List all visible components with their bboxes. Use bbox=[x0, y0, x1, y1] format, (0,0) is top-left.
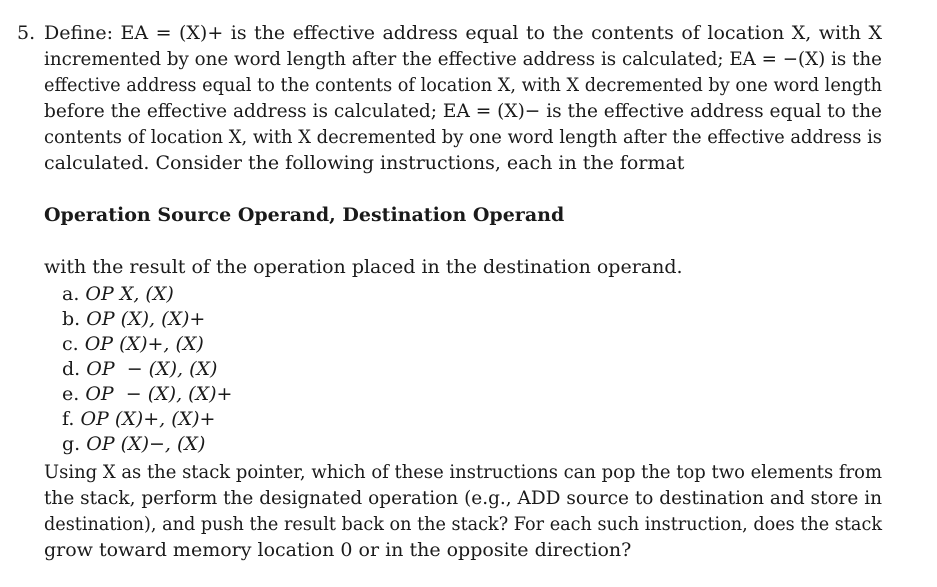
format-heading: Operation Source Operand, Destination Operand bbox=[44, 204, 565, 226]
question-line-2: the stack, perform the designated operation (e.g., ADD source to destination and store in bbox=[44, 487, 882, 509]
option-label: b. bbox=[62, 308, 81, 330]
definition-line-3: effective address equal to the contents of location X, with X decremented by one word length bbox=[44, 74, 882, 96]
option-e bbox=[62, 381, 232, 407]
option-expression: OP − (X), (X) bbox=[86, 358, 218, 380]
result-line: with the result of the operation placed in the destination operand. bbox=[44, 256, 683, 278]
option-label: c. bbox=[62, 333, 79, 355]
option-label: f. bbox=[62, 408, 75, 430]
definition-line-5: contents of location X, with X decremented by one word length after the effective address is bbox=[44, 126, 882, 148]
question-line-4: grow toward memory location 0 or in the opposite direction? bbox=[44, 539, 632, 561]
option-expression: OP (X)+, (X)+ bbox=[80, 408, 216, 430]
definition-line-4: before the effective address is calculated; EA = (X)− is the effective address equal to the bbox=[44, 100, 882, 122]
option-expression: OP − (X), (X)+ bbox=[85, 383, 233, 405]
option-c bbox=[62, 331, 204, 357]
option-expression: OP (X)+, (X) bbox=[84, 333, 204, 355]
option-label: e. bbox=[62, 383, 80, 405]
option-d bbox=[62, 356, 217, 382]
option-f bbox=[62, 406, 215, 432]
question-line-3: destination), and push the result back on the stack? For each such instruction, does the stack bbox=[44, 513, 882, 535]
definition-line-6: calculated. Consider the following instructions, each in the format bbox=[44, 152, 685, 174]
option-expression: OP (X)−, (X) bbox=[86, 433, 206, 455]
option-b bbox=[62, 306, 205, 332]
problem-number: 5. bbox=[17, 22, 36, 44]
definition-line-1: Define: EA = (X)+ is the effective address equal to the contents of location X, with X bbox=[44, 22, 882, 44]
option-expression: OP (X), (X)+ bbox=[86, 308, 206, 330]
question-line-1: Using X as the stack pointer, which of these instructions can pop the top two elements from bbox=[44, 461, 882, 483]
option-g bbox=[62, 431, 205, 457]
option-expression: OP X, (X) bbox=[85, 283, 174, 305]
option-label: g. bbox=[62, 433, 81, 455]
definition-line-2: incremented by one word length after the effective address is calculated; EA = −(X) is the bbox=[44, 48, 882, 70]
option-label: d. bbox=[62, 358, 81, 380]
option-label: a. bbox=[62, 283, 80, 305]
option-a bbox=[62, 281, 174, 307]
